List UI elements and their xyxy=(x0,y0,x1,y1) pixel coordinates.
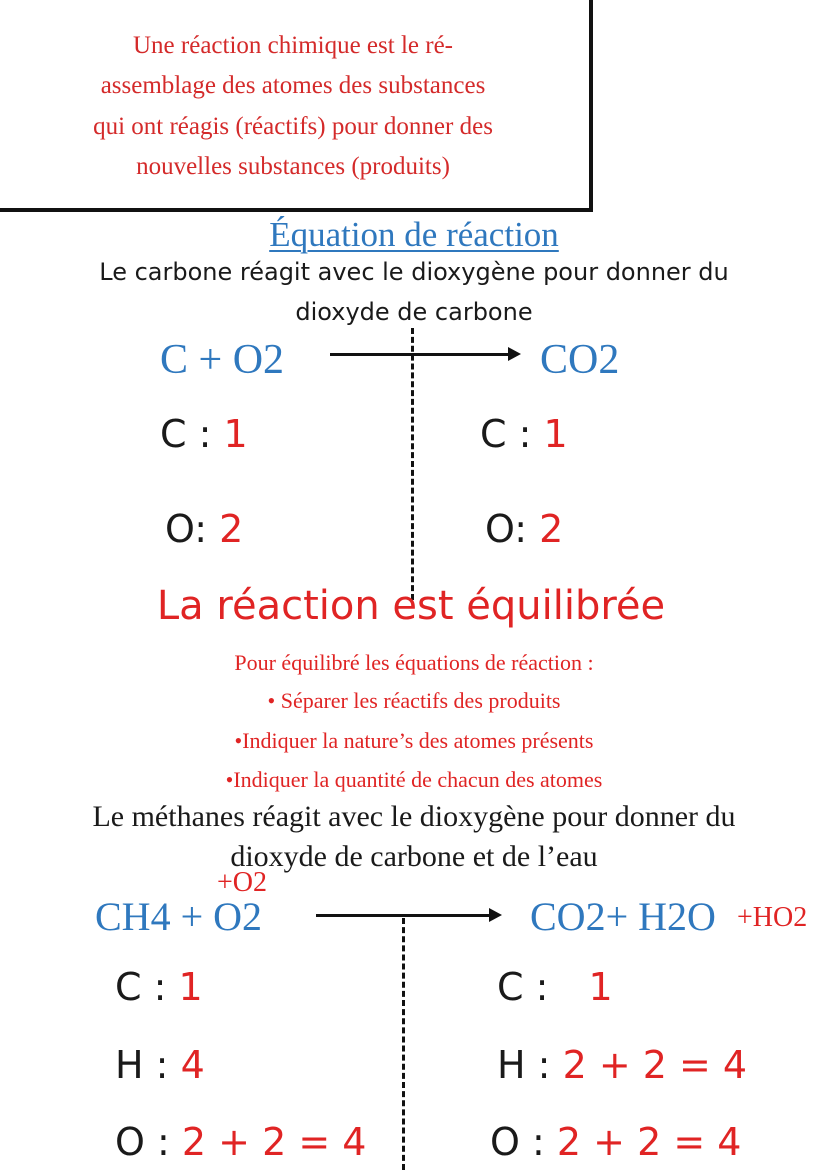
example1-right-o-value: 2 xyxy=(539,507,564,551)
section-title-text: Équation de réaction xyxy=(269,215,559,254)
example2-reactants: CH4 + O2 xyxy=(95,894,263,939)
example1-arrow-line xyxy=(330,353,510,356)
example1-right-c-value: 1 xyxy=(543,412,568,456)
example1-right-c-row xyxy=(480,412,568,456)
example2-left-o-value: 2 + 2 = 4 xyxy=(181,1120,367,1164)
example2-ho2-annotation: +HO2 xyxy=(737,902,808,933)
example2-arrow-line xyxy=(316,914,491,917)
definition-line-4: nouvelles substances (produits) xyxy=(136,153,450,180)
example2-right-c-value: 1 xyxy=(588,965,613,1009)
example1-left-c-row xyxy=(160,412,248,456)
example1-left-o-value: 2 xyxy=(219,507,244,551)
example2-right-h-value: 2 + 2 = 4 xyxy=(562,1043,748,1087)
example2-left-h-value: 4 xyxy=(180,1043,205,1087)
method-step-2: •Indiquer la nature’s des atomes présents xyxy=(234,728,594,753)
example2-right-h-row xyxy=(497,1043,747,1087)
example2-sentence-line-2: dioxyde de carbone et de l’eau xyxy=(230,840,598,873)
example1-right-o-row xyxy=(485,507,563,551)
example2-separator xyxy=(402,918,405,1170)
example2-arrow-head xyxy=(489,908,502,922)
definition-line-3: qui ont réagis (réactifs) pour donner des xyxy=(93,113,493,140)
definition-line-2: assemblage des atomes des substances xyxy=(100,72,486,99)
example1-sentence-line-2: dioxyde de carbone xyxy=(295,298,533,326)
example2-right-o-row xyxy=(490,1120,741,1164)
example1-reactants: C + O2 xyxy=(160,337,285,383)
example2-right-o-label: O : xyxy=(490,1120,545,1164)
example1-arrow-head xyxy=(508,347,521,361)
method-heading: Pour équilibré les équations de réaction : xyxy=(234,650,594,675)
method-step-1: • Séparer les réactifs des produits xyxy=(267,688,561,713)
example2-right-c-label: C : xyxy=(497,965,549,1009)
example2-left-o-label: O : xyxy=(115,1120,170,1164)
example1-products: CO2 xyxy=(540,337,620,383)
example2-right-o-value: 2 + 2 = 4 xyxy=(556,1120,742,1164)
example1-conclusion: La réaction est équilibrée xyxy=(156,583,666,629)
example2-left-c-label: C : xyxy=(115,965,167,1009)
example1-separator xyxy=(411,328,414,600)
example1-right-c-label: C : xyxy=(480,412,532,456)
example2-left-c-value: 1 xyxy=(178,965,203,1009)
example2-left-c-row xyxy=(115,965,203,1009)
example2-products: CO2+ H2O xyxy=(530,894,716,939)
method-step-3: •Indiquer la quantité de chacun des atomes xyxy=(225,767,603,792)
definition-box xyxy=(0,0,593,212)
example2-sentence-line-1: Le méthanes réagit avec le dioxygène pour donner du xyxy=(92,800,736,833)
definition-line-1: Une réaction chimique est le ré- xyxy=(133,32,453,59)
example1-left-o-label: O: xyxy=(165,507,208,551)
example2-o2-annotation: +O2 xyxy=(217,867,268,898)
example2-left-o-row xyxy=(115,1120,366,1164)
section-title xyxy=(0,215,828,255)
example2-right-c-row xyxy=(497,965,613,1009)
example1-sentence-line-1: Le carbone réagit avec le dioxygène pour donner du xyxy=(99,258,729,286)
example1-left-c-value: 1 xyxy=(223,412,248,456)
example1-left-o-row xyxy=(165,507,243,551)
example2-left-h-label: H : xyxy=(115,1043,169,1087)
example2-right-h-label: H : xyxy=(497,1043,551,1087)
example1-left-c-label: C : xyxy=(160,412,212,456)
example2-left-h-row xyxy=(115,1043,205,1087)
example1-right-o-label: O: xyxy=(485,507,528,551)
